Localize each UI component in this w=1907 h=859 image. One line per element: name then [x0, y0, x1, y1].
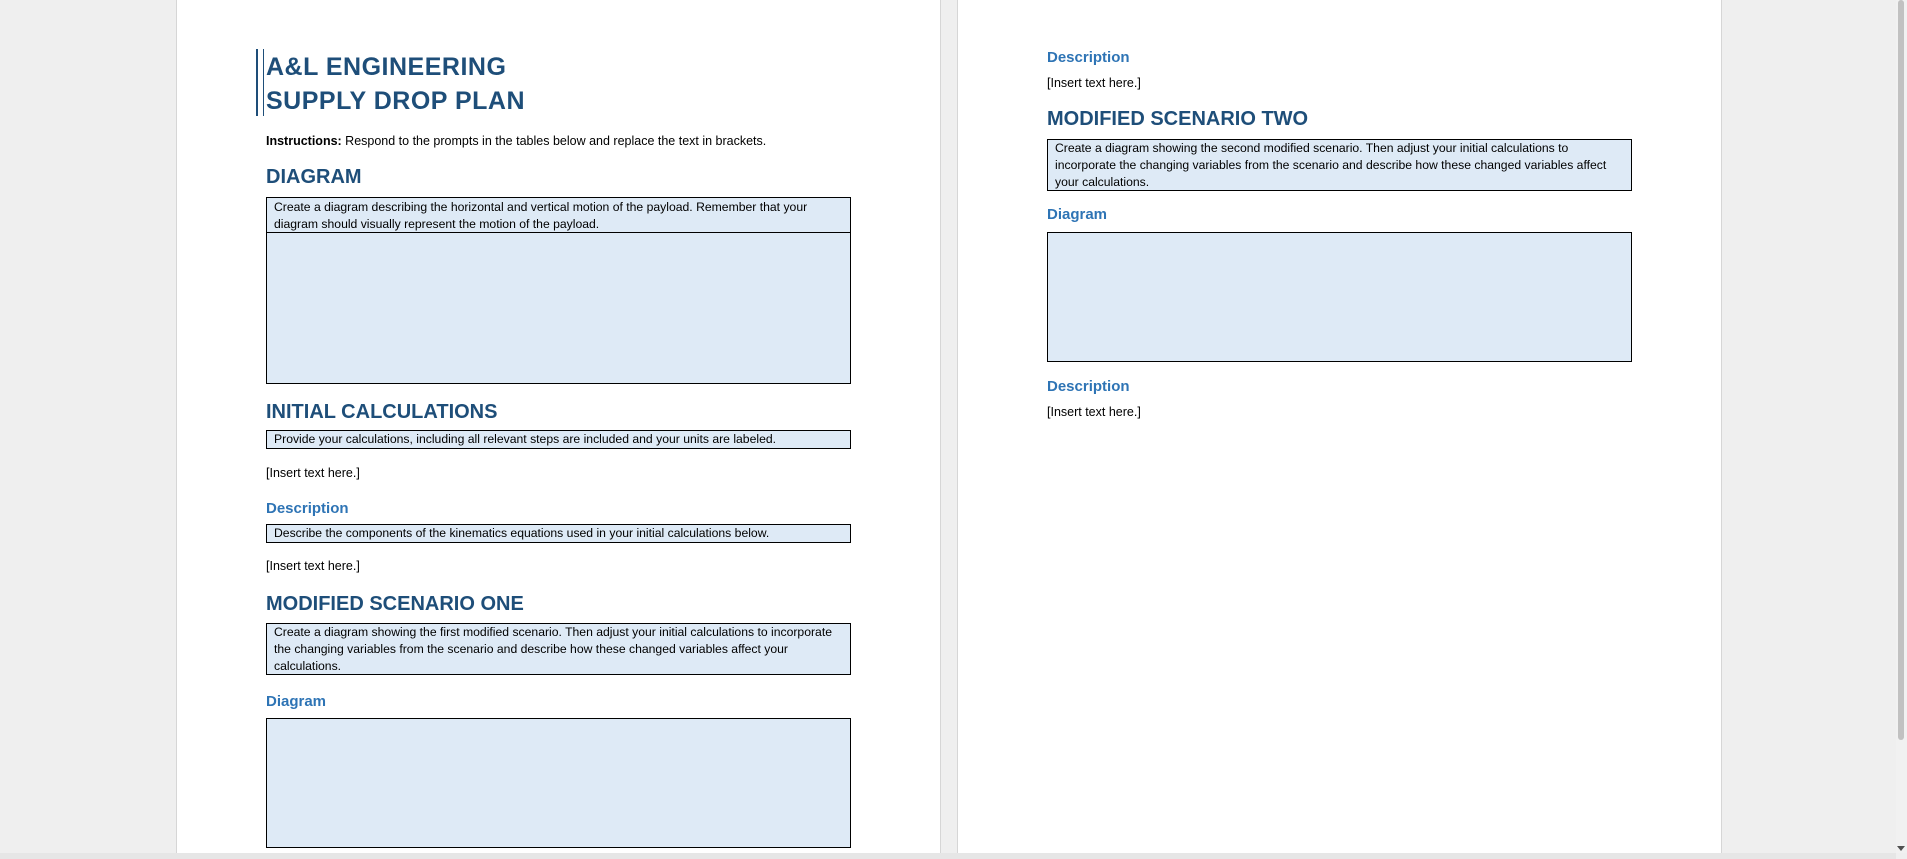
- description-heading: Description: [266, 500, 349, 517]
- scenario-two-diagram-heading: Diagram: [1047, 206, 1108, 223]
- description-heading-top: Description: [1047, 49, 1130, 66]
- modified-scenario-one-heading: MODIFIED SCENARIO ONE: [266, 593, 524, 615]
- scenario-one-diagram-box[interactable]: [266, 718, 851, 848]
- description-placeholder[interactable]: [Insert text here.]: [266, 559, 360, 573]
- diagram-heading: DIAGRAM: [266, 166, 362, 188]
- instructions[interactable]: [266, 134, 766, 148]
- scenario-two-diagram-box[interactable]: [1047, 232, 1632, 362]
- scrollbar-thumb[interactable]: [1898, 0, 1904, 740]
- diagram-answer-box[interactable]: [266, 232, 851, 384]
- document-page-1[interactable]: [176, 0, 941, 853]
- description-placeholder-bottom[interactable]: [Insert text here.]: [1047, 405, 1141, 419]
- scenario-one-diagram-heading: Diagram: [266, 693, 327, 710]
- document-page-2[interactable]: [957, 0, 1722, 853]
- initial-calculations-heading: INITIAL CALCULATIONS: [266, 401, 498, 423]
- modified-scenario-one-prompt[interactable]: Create a diagram showing the first modified scenario. Then adjust your initial calculations to incorporate the changing variables from the scenario and describe how these changed variables affect your calculations.: [266, 623, 851, 675]
- description-heading-bottom: Description: [1047, 378, 1130, 395]
- diagram-prompt[interactable]: Create a diagram describing the horizontal and vertical motion of the payload. Remember that your diagram should visually represent the motion of the payload.: [266, 197, 851, 233]
- text-cursor-bar: [256, 49, 264, 116]
- instructions-label: Instructions:: [266, 134, 342, 148]
- initial-calculations-placeholder[interactable]: [Insert text here.]: [266, 466, 360, 480]
- instructions-text: Respond to the prompts in the tables below and replace the text in brackets.: [341, 134, 767, 148]
- document-title[interactable]: [266, 50, 525, 118]
- initial-calculations-prompt[interactable]: Provide your calculations, including all relevant steps are included and your units are labeled.: [266, 430, 851, 449]
- description-placeholder-top[interactable]: [Insert text here.]: [1047, 76, 1141, 90]
- status-bar-strip: [0, 853, 1896, 859]
- description-prompt[interactable]: Describe the components of the kinematics equations used in your initial calculations below.: [266, 524, 851, 543]
- title-line-2: SUPPLY DROP PLAN: [266, 87, 526, 115]
- scroll-down-arrow-icon[interactable]: [1897, 846, 1905, 851]
- modified-scenario-two-heading: MODIFIED SCENARIO TWO: [1047, 108, 1309, 130]
- vertical-scrollbar[interactable]: [1896, 0, 1907, 853]
- modified-scenario-two-prompt[interactable]: Create a diagram showing the second modified scenario. Then adjust your initial calculations to incorporate the changing variables from the scenario and describe how these changed variables affect your calculations.: [1047, 139, 1632, 191]
- title-line-1: A&L ENGINEERING: [266, 53, 507, 81]
